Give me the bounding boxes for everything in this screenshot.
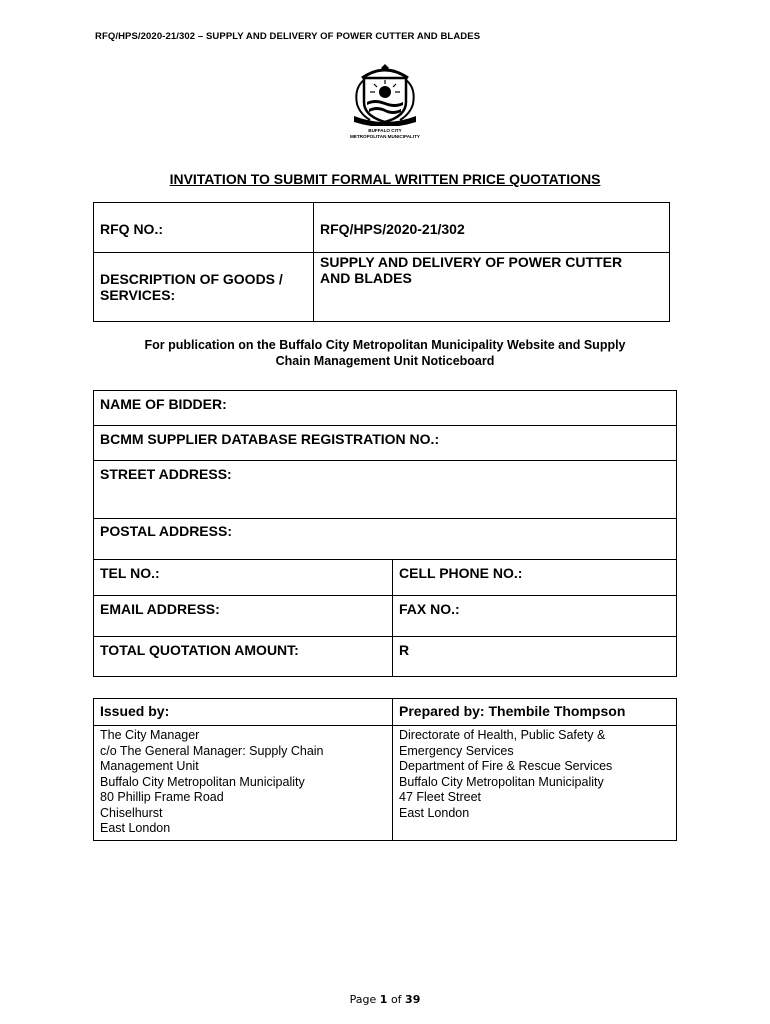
description-label [94, 253, 314, 322]
total-quotation-amount-label: TOTAL QUOTATION AMOUNT: [94, 637, 393, 677]
publication-note-line2: Chain Management Unit Noticeboard [275, 354, 495, 368]
preparer-address-line: Department of Fire & Rescue Services [399, 759, 613, 773]
running-header: RFQ/HPS/2020-21/302 – SUPPLY AND DELIVERY OF POWER CUTTER AND BLADES [95, 31, 481, 42]
page-total: 39 [405, 993, 421, 1006]
municipal-crest-icon [340, 62, 430, 126]
rfq-details-table [93, 202, 670, 322]
issued-by-label: Issued by: [94, 699, 393, 726]
logo-text-line1: BUFFALO CITY [368, 128, 402, 133]
prepared-by-label: Prepared by: Thembile Thompson [393, 699, 677, 726]
rfq-number-value: RFQ/HPS/2020-21/302 [314, 203, 670, 253]
preparer-address-line: East London [399, 805, 470, 820]
description-value-line2: AND BLADES [320, 270, 412, 286]
rfq-number-label: RFQ NO.: [94, 203, 314, 253]
page-number: 1 [379, 993, 388, 1006]
cell-phone-number-label: CELL PHONE NO.: [393, 560, 677, 596]
bidder-details-table [93, 390, 677, 677]
publication-note-line1: For publication on the Buffalo City Metropolitan Municipality Website and Supply [144, 338, 626, 352]
fax-number-label: FAX NO.: [393, 596, 677, 637]
issuer-address-line: Buffalo City Metropolitan Municipality [100, 774, 305, 789]
preparer-address-line: 47 Fleet Street [399, 790, 481, 804]
email-address-label: EMAIL ADDRESS: [94, 596, 393, 637]
issued-by-table [93, 698, 677, 841]
preparer-address-line: Directorate of Health, Public Safety & [399, 728, 606, 742]
description-label-line1: DESCRIPTION OF GOODS / [100, 271, 283, 287]
preparer-address-line: Buffalo City Metropolitan Municipality [399, 774, 604, 789]
issuer-address-line: Chiselhurst [100, 805, 163, 820]
tel-number-label: TEL NO.: [94, 560, 393, 596]
issuer-address [94, 726, 393, 841]
publication-note [95, 337, 675, 369]
description-value [314, 253, 670, 322]
municipality-logo [340, 62, 430, 144]
issuer-address-line: The City Manager [100, 728, 200, 742]
issuer-address-line: c/o The General Manager: Supply Chain [100, 743, 324, 758]
preparer-address-line: Emergency Services [399, 743, 514, 758]
preparer-address [393, 726, 677, 841]
of-label: of [390, 993, 402, 1006]
logo-text-line2: METROPOLITAN MUNICIPALITY [349, 134, 420, 139]
street-address-label: STREET ADDRESS: [94, 461, 677, 519]
page-label: Page [349, 993, 377, 1006]
page-footer [0, 993, 770, 1006]
currency-symbol: R [393, 637, 677, 677]
description-label-line2: SERVICES: [100, 287, 176, 303]
issuer-address-line: 80 Phillip Frame Road [100, 790, 224, 804]
postal-address-label: POSTAL ADDRESS: [94, 519, 677, 560]
registration-number-label: BCMM SUPPLIER DATABASE REGISTRATION NO.: [94, 426, 677, 461]
description-value-line1: SUPPLY AND DELIVERY OF POWER CUTTER [320, 254, 623, 270]
issuer-address-line: East London [100, 821, 171, 835]
name-of-bidder-label: NAME OF BIDDER: [94, 391, 677, 426]
document-title: INVITATION TO SUBMIT FORMAL WRITTEN PRICE QUOTATIONS [169, 171, 601, 187]
issuer-address-line: Management Unit [100, 759, 199, 773]
